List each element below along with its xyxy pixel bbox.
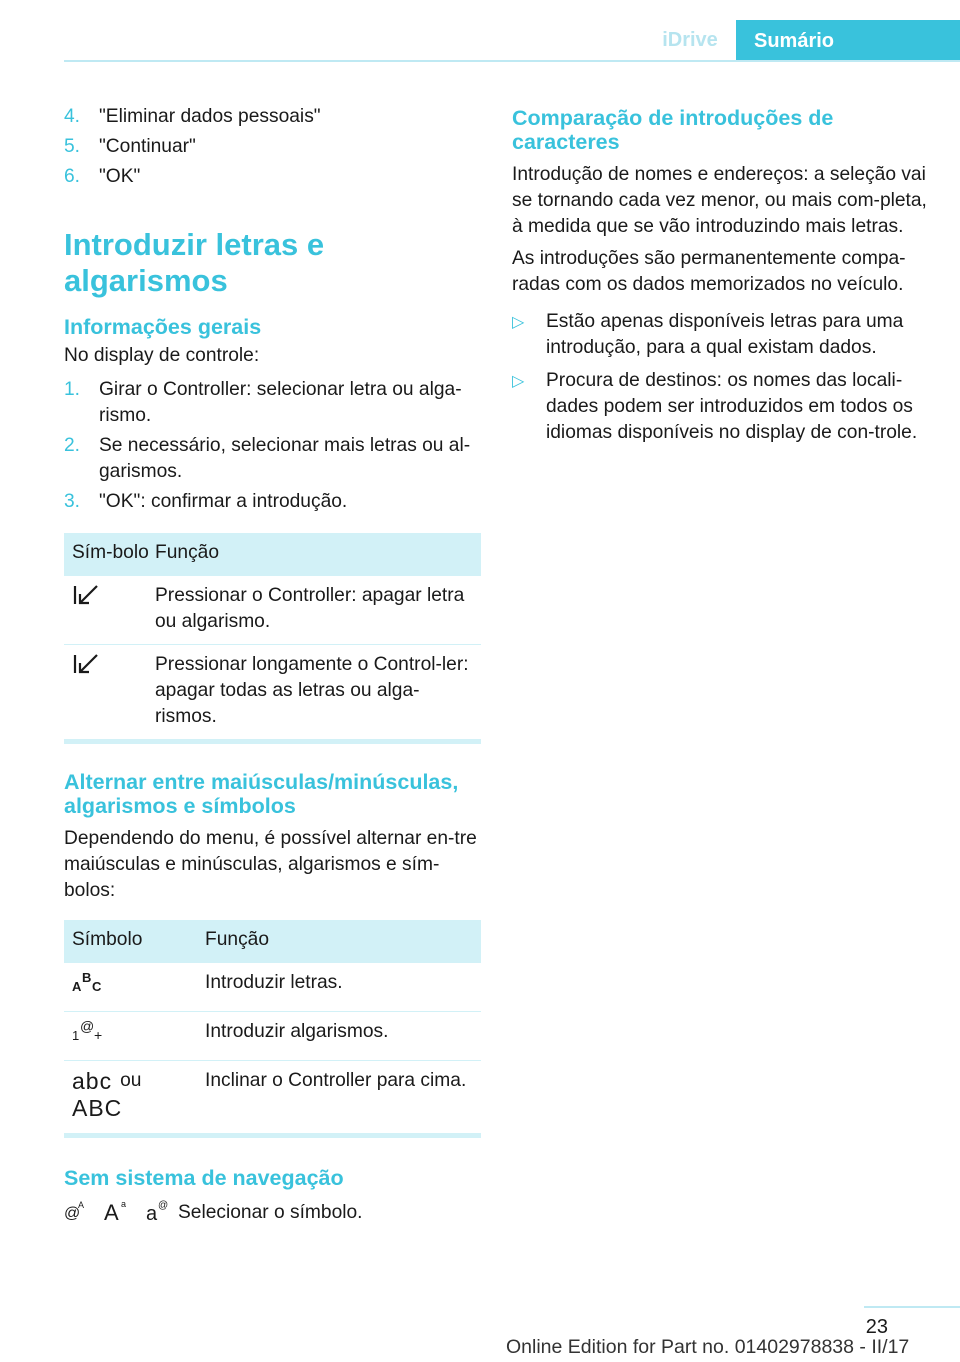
step-text: "Continuar" <box>99 136 196 157</box>
triangle-bullet-icon: ▷ <box>512 314 525 331</box>
uppercase-a-icon <box>104 1198 130 1227</box>
step-number: 6. <box>64 166 81 187</box>
lowercase-a-icon <box>146 1198 170 1227</box>
symbol-select-row <box>64 1198 481 1227</box>
steps-list-continued <box>64 104 481 190</box>
delete-all-icon <box>72 652 100 684</box>
intro-text: No display de controle: <box>64 345 260 366</box>
input-mode-table <box>64 920 481 1133</box>
svg-text:+: + <box>94 1027 103 1043</box>
steps-list <box>64 377 481 515</box>
no-navigation-text: Selecionar o símbolo. <box>178 1201 363 1223</box>
table-row <box>64 1061 481 1133</box>
uppercase-abc-icon: ABC <box>72 1095 123 1121</box>
table-end-rule <box>64 1133 481 1138</box>
comparison-paragraph-1: Introdução de nomes e endereços: a seleção vai se tornando cada vez menor, ou mais com-pleta, à medida que se vão introduzindo mais letras. <box>512 164 927 237</box>
list-item <box>512 368 928 446</box>
step-text: "OK": confirmar a introdução. <box>99 491 348 512</box>
list-item <box>64 134 481 160</box>
header-section-label[interactable]: iDrive <box>662 28 718 51</box>
lowercase-abc-icon: abc <box>72 1068 113 1094</box>
table-header-row <box>64 920 481 963</box>
step-text: Girar o Controller: selecionar letra ou alga-rismo. <box>99 379 462 426</box>
step-text: "Eliminar dados pessoais" <box>99 106 321 127</box>
table-cell-function: Pressionar longamente o Control-ler: apagar todas as letras ou alga-rismos. <box>155 654 469 727</box>
svg-text:@: @ <box>64 1205 81 1222</box>
step-number: 1. <box>64 379 81 400</box>
svg-text:A: A <box>104 1200 119 1222</box>
svg-text:B: B <box>82 970 92 985</box>
list-item <box>64 489 481 515</box>
subsection-title-switch: Alternar entre maiúsculas/minúsculas, algarismos e símbolos <box>64 770 459 818</box>
at-symbol-icon <box>64 1198 88 1227</box>
table-row <box>64 576 481 645</box>
list-item <box>512 309 928 361</box>
subsection-title-general: Informações gerais <box>64 315 262 339</box>
step-text: "OK" <box>99 166 141 187</box>
subsection-title-comparison: Comparação de introduções de caracteres <box>512 106 834 154</box>
section-title: Introduzir letras e algarismos <box>64 227 325 298</box>
bullet-text: Estão apenas disponíveis letras para uma introdução, para a qual existam dados. <box>546 311 904 358</box>
svg-text:a: a <box>121 1199 127 1209</box>
table-header-row <box>64 533 481 576</box>
svg-text:C: C <box>92 979 102 994</box>
svg-text:@: @ <box>80 1019 95 1034</box>
right-column <box>512 100 928 453</box>
table-row <box>64 1012 481 1061</box>
switch-text: Dependendo do menu, é possível alternar en-tre maiúsculas e minúsculas, algarismos e sím-bolos: <box>64 828 477 901</box>
step-number: 3. <box>64 491 81 512</box>
page-number: 23 <box>865 1316 888 1338</box>
bullet-text: Procura de destinos: os nomes das locali-dades podem ser introduzidos em todos os idiomas disponíveis no display de con-trole. <box>546 370 918 443</box>
header-divider <box>64 60 960 62</box>
table-header-symbol: Símbolo <box>72 929 143 950</box>
step-text: Se necessário, selecionar mais letras ou al-garismos. <box>99 435 471 482</box>
bullet-list <box>512 309 928 446</box>
delete-symbols-table <box>64 533 481 739</box>
subsection-title-no-navigation: Sem sistema de navegação <box>64 1166 344 1190</box>
list-item <box>64 377 481 429</box>
edition-note: Online Edition for Part no. 01402978838 - II/17 <box>506 1336 910 1358</box>
list-item <box>64 104 481 130</box>
svg-text:1: 1 <box>72 1028 80 1043</box>
table-header-function: Função <box>155 542 219 563</box>
footer-divider <box>864 1306 960 1308</box>
svg-text:@: @ <box>158 1200 169 1211</box>
step-number: 2. <box>64 435 81 456</box>
list-item <box>64 164 481 190</box>
left-column <box>64 100 481 1227</box>
svg-text:a: a <box>146 1203 158 1222</box>
table-row <box>64 645 481 739</box>
step-number: 4. <box>64 106 81 127</box>
table-cell-function: Inclinar o Controller para cima. <box>205 1070 467 1091</box>
table-header-symbol: Sím-bolo <box>72 542 149 563</box>
or-label: ou <box>120 1070 142 1091</box>
table-end-rule <box>64 739 481 744</box>
delete-char-icon <box>72 583 100 615</box>
comparison-paragraph-2: As introduções são permanentemente compa-radas com os dados memorizados no veículo. <box>512 248 906 295</box>
svg-text:A: A <box>78 1200 85 1210</box>
list-item <box>64 433 481 485</box>
table-cell-function: Introduzir letras. <box>205 972 343 993</box>
svg-text:A: A <box>72 979 82 994</box>
table-cell-function: Introduzir algarismos. <box>205 1021 389 1042</box>
abc-letters-icon <box>72 970 106 1002</box>
table-header-function: Função <box>205 929 269 950</box>
numbers-symbols-icon <box>72 1019 106 1051</box>
triangle-bullet-icon: ▷ <box>512 373 525 390</box>
header-contents-tab[interactable]: Sumário <box>736 20 960 62</box>
step-number: 5. <box>64 136 81 157</box>
table-row <box>64 963 481 1012</box>
table-cell-function: Pressionar o Controller: apagar letra ou algarismo. <box>155 585 465 632</box>
